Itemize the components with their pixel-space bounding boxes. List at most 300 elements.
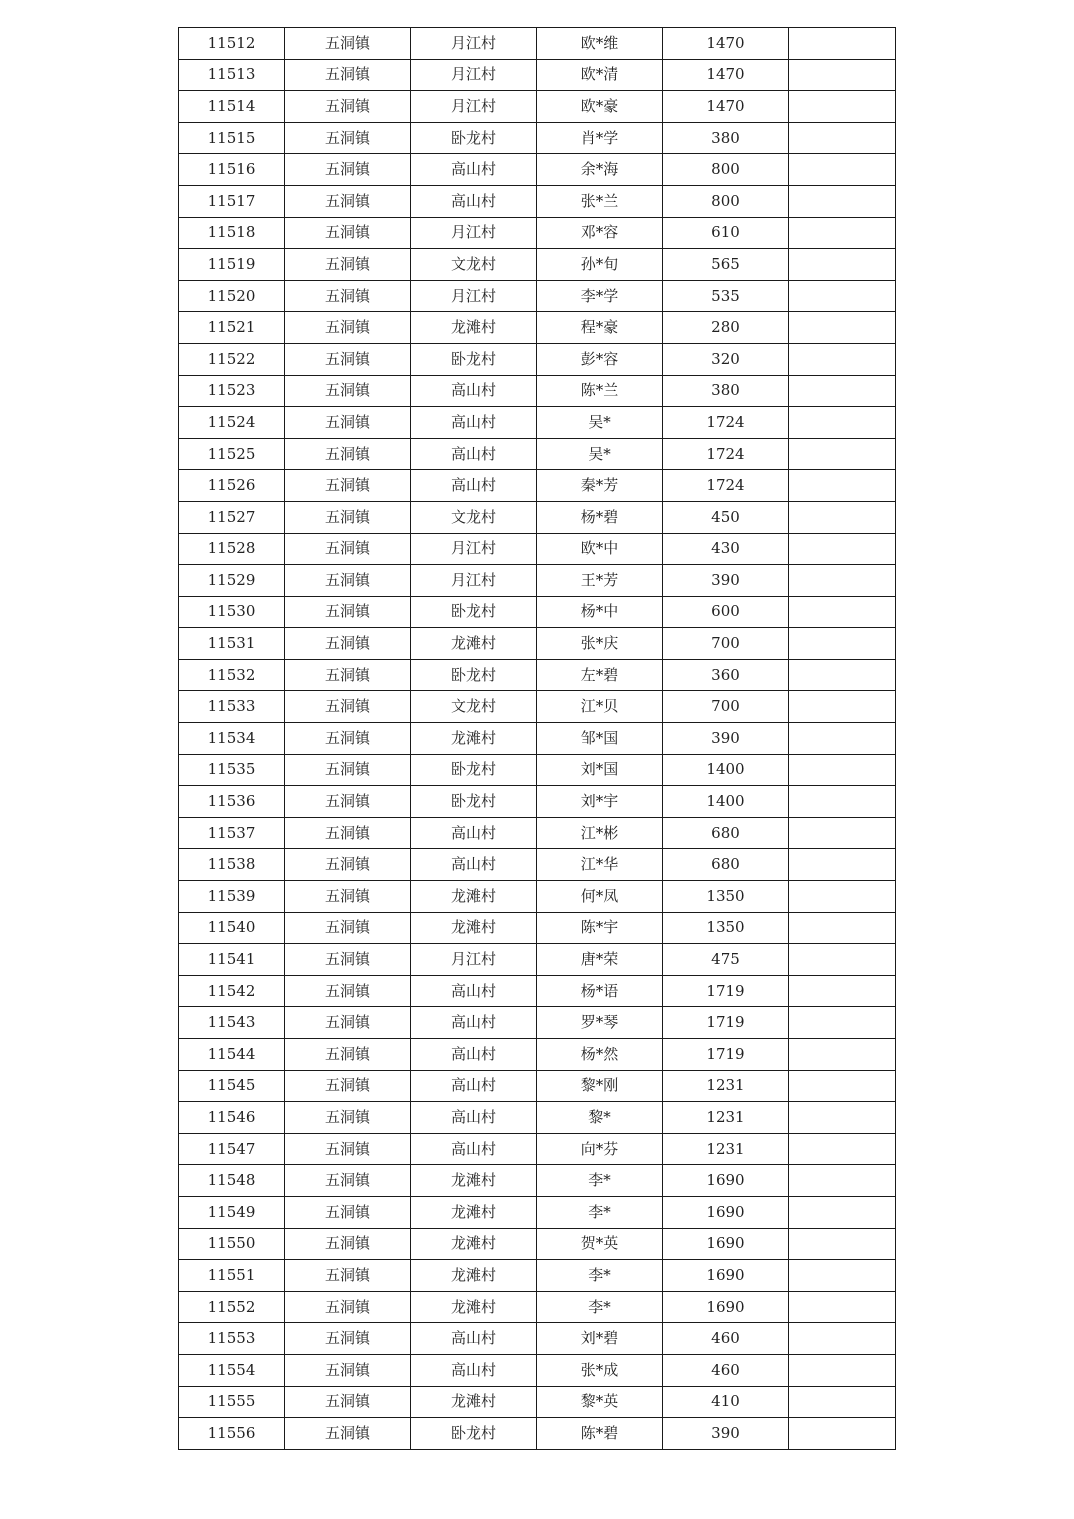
cell-amount: 1690	[663, 1291, 789, 1323]
cell-name: 张*成	[537, 1354, 663, 1386]
cell-amount: 1470	[663, 28, 789, 60]
cell-note	[789, 975, 896, 1007]
table-body	[179, 28, 896, 1450]
cell-name: 李*	[537, 1260, 663, 1292]
cell-town: 五洞镇	[285, 249, 411, 281]
cell-amount: 565	[663, 249, 789, 281]
table-row	[179, 59, 896, 91]
cell-id: 11534	[179, 723, 285, 755]
cell-note	[789, 1418, 896, 1450]
cell-amount: 450	[663, 501, 789, 533]
table-row	[179, 1102, 896, 1134]
cell-name: 吴*	[537, 438, 663, 470]
cell-village: 卧龙村	[411, 122, 537, 154]
cell-name: 刘*碧	[537, 1323, 663, 1355]
cell-note	[789, 470, 896, 502]
cell-village: 龙滩村	[411, 1291, 537, 1323]
cell-village: 龙滩村	[411, 1165, 537, 1197]
cell-village: 月江村	[411, 217, 537, 249]
table-row	[179, 501, 896, 533]
cell-town: 五洞镇	[285, 944, 411, 976]
cell-name: 王*芳	[537, 565, 663, 597]
cell-id: 11537	[179, 817, 285, 849]
cell-id: 11513	[179, 59, 285, 91]
cell-town: 五洞镇	[285, 280, 411, 312]
cell-name: 唐*荣	[537, 944, 663, 976]
cell-amount: 600	[663, 596, 789, 628]
table-row	[179, 849, 896, 881]
cell-town: 五洞镇	[285, 1102, 411, 1134]
cell-village: 高山村	[411, 375, 537, 407]
cell-village: 文龙村	[411, 501, 537, 533]
cell-id: 11530	[179, 596, 285, 628]
cell-amount: 1231	[663, 1133, 789, 1165]
cell-town: 五洞镇	[285, 1386, 411, 1418]
cell-town: 五洞镇	[285, 659, 411, 691]
cell-note	[789, 912, 896, 944]
cell-name: 江*贝	[537, 691, 663, 723]
cell-village: 龙滩村	[411, 312, 537, 344]
cell-town: 五洞镇	[285, 1070, 411, 1102]
cell-id: 11548	[179, 1165, 285, 1197]
cell-name: 罗*琴	[537, 1007, 663, 1039]
cell-town: 五洞镇	[285, 1165, 411, 1197]
table-row	[179, 154, 896, 186]
cell-town: 五洞镇	[285, 565, 411, 597]
table-row	[179, 1196, 896, 1228]
cell-town: 五洞镇	[285, 1039, 411, 1071]
table-row	[179, 565, 896, 597]
cell-name: 秦*芳	[537, 470, 663, 502]
cell-note	[789, 343, 896, 375]
cell-town: 五洞镇	[285, 596, 411, 628]
table-row	[179, 185, 896, 217]
cell-id: 11547	[179, 1133, 285, 1165]
cell-village: 高山村	[411, 1070, 537, 1102]
cell-name: 欧*清	[537, 59, 663, 91]
cell-town: 五洞镇	[285, 817, 411, 849]
cell-town: 五洞镇	[285, 691, 411, 723]
cell-village: 龙滩村	[411, 723, 537, 755]
cell-town: 五洞镇	[285, 533, 411, 565]
cell-id: 11524	[179, 407, 285, 439]
table-row	[179, 1323, 896, 1355]
cell-name: 刘*宇	[537, 786, 663, 818]
cell-note	[789, 1260, 896, 1292]
cell-note	[789, 1291, 896, 1323]
cell-note	[789, 565, 896, 597]
cell-name: 贺*英	[537, 1228, 663, 1260]
table-row	[179, 817, 896, 849]
cell-town: 五洞镇	[285, 154, 411, 186]
cell-town: 五洞镇	[285, 1196, 411, 1228]
cell-village: 卧龙村	[411, 596, 537, 628]
cell-town: 五洞镇	[285, 185, 411, 217]
cell-note	[789, 596, 896, 628]
cell-town: 五洞镇	[285, 849, 411, 881]
cell-note	[789, 249, 896, 281]
cell-amount: 280	[663, 312, 789, 344]
cell-note	[789, 1102, 896, 1134]
cell-town: 五洞镇	[285, 343, 411, 375]
cell-note	[789, 1228, 896, 1260]
cell-town: 五洞镇	[285, 754, 411, 786]
cell-village: 月江村	[411, 533, 537, 565]
table-row	[179, 470, 896, 502]
cell-name: 孙*旬	[537, 249, 663, 281]
table-row	[179, 723, 896, 755]
cell-amount: 1690	[663, 1196, 789, 1228]
cell-id: 11525	[179, 438, 285, 470]
cell-town: 五洞镇	[285, 59, 411, 91]
cell-town: 五洞镇	[285, 1291, 411, 1323]
cell-id: 11544	[179, 1039, 285, 1071]
cell-amount: 800	[663, 185, 789, 217]
cell-amount: 1400	[663, 786, 789, 818]
cell-note	[789, 154, 896, 186]
cell-amount: 1690	[663, 1260, 789, 1292]
cell-id: 11512	[179, 28, 285, 60]
cell-village: 月江村	[411, 91, 537, 123]
cell-note	[789, 217, 896, 249]
cell-name: 欧*豪	[537, 91, 663, 123]
cell-village: 文龙村	[411, 691, 537, 723]
cell-town: 五洞镇	[285, 1354, 411, 1386]
table-row	[179, 312, 896, 344]
cell-village: 月江村	[411, 28, 537, 60]
table-row	[179, 1007, 896, 1039]
table-row	[179, 533, 896, 565]
cell-amount: 1719	[663, 975, 789, 1007]
cell-village: 龙滩村	[411, 912, 537, 944]
cell-village: 高山村	[411, 849, 537, 881]
table-row	[179, 217, 896, 249]
table-row	[179, 628, 896, 660]
cell-name: 邹*国	[537, 723, 663, 755]
cell-name: 左*碧	[537, 659, 663, 691]
cell-village: 卧龙村	[411, 343, 537, 375]
cell-village: 高山村	[411, 154, 537, 186]
cell-note	[789, 691, 896, 723]
cell-village: 月江村	[411, 59, 537, 91]
cell-id: 11546	[179, 1102, 285, 1134]
cell-town: 五洞镇	[285, 975, 411, 1007]
table-row	[179, 1070, 896, 1102]
table-row	[179, 1291, 896, 1323]
cell-name: 黎*英	[537, 1386, 663, 1418]
cell-id: 11553	[179, 1323, 285, 1355]
cell-town: 五洞镇	[285, 628, 411, 660]
cell-village: 高山村	[411, 470, 537, 502]
table-row	[179, 280, 896, 312]
cell-town: 五洞镇	[285, 470, 411, 502]
cell-village: 卧龙村	[411, 659, 537, 691]
cell-amount: 1690	[663, 1228, 789, 1260]
cell-id: 11529	[179, 565, 285, 597]
cell-amount: 390	[663, 723, 789, 755]
cell-village: 龙滩村	[411, 628, 537, 660]
cell-id: 11550	[179, 1228, 285, 1260]
cell-name: 余*海	[537, 154, 663, 186]
cell-id: 11521	[179, 312, 285, 344]
cell-id: 11538	[179, 849, 285, 881]
cell-id: 11555	[179, 1386, 285, 1418]
cell-amount: 410	[663, 1386, 789, 1418]
cell-amount: 1470	[663, 59, 789, 91]
cell-note	[789, 786, 896, 818]
cell-note	[789, 1133, 896, 1165]
cell-id: 11519	[179, 249, 285, 281]
cell-town: 五洞镇	[285, 438, 411, 470]
cell-id: 11535	[179, 754, 285, 786]
cell-amount: 1724	[663, 438, 789, 470]
cell-note	[789, 59, 896, 91]
cell-town: 五洞镇	[285, 91, 411, 123]
cell-note	[789, 91, 896, 123]
cell-amount: 360	[663, 659, 789, 691]
table-row	[179, 1165, 896, 1197]
cell-amount: 1400	[663, 754, 789, 786]
cell-amount: 320	[663, 343, 789, 375]
cell-town: 五洞镇	[285, 1228, 411, 1260]
table-row	[179, 249, 896, 281]
cell-amount: 1724	[663, 407, 789, 439]
table-row	[179, 1039, 896, 1071]
cell-id: 11551	[179, 1260, 285, 1292]
cell-amount: 1724	[663, 470, 789, 502]
data-table	[178, 27, 896, 1450]
cell-name: 欧*中	[537, 533, 663, 565]
cell-note	[789, 849, 896, 881]
table-row	[179, 122, 896, 154]
cell-name: 李*	[537, 1165, 663, 1197]
table-row	[179, 407, 896, 439]
cell-village: 卧龙村	[411, 786, 537, 818]
cell-id: 11556	[179, 1418, 285, 1450]
cell-amount: 610	[663, 217, 789, 249]
cell-id: 11518	[179, 217, 285, 249]
cell-note	[789, 28, 896, 60]
table-row	[179, 786, 896, 818]
cell-name: 杨*中	[537, 596, 663, 628]
cell-note	[789, 1070, 896, 1102]
cell-name: 李*学	[537, 280, 663, 312]
cell-town: 五洞镇	[285, 881, 411, 913]
cell-note	[789, 1386, 896, 1418]
cell-id: 11542	[179, 975, 285, 1007]
cell-amount: 460	[663, 1323, 789, 1355]
cell-name: 杨*然	[537, 1039, 663, 1071]
cell-note	[789, 628, 896, 660]
cell-village: 月江村	[411, 944, 537, 976]
cell-name: 向*芬	[537, 1133, 663, 1165]
table-row	[179, 1133, 896, 1165]
cell-village: 高山村	[411, 185, 537, 217]
cell-amount: 1719	[663, 1007, 789, 1039]
cell-village: 龙滩村	[411, 1260, 537, 1292]
cell-name: 吴*	[537, 407, 663, 439]
cell-village: 高山村	[411, 1007, 537, 1039]
cell-note	[789, 1196, 896, 1228]
cell-id: 11532	[179, 659, 285, 691]
cell-village: 卧龙村	[411, 754, 537, 786]
cell-note	[789, 881, 896, 913]
table-row	[179, 691, 896, 723]
cell-note	[789, 1323, 896, 1355]
cell-note	[789, 817, 896, 849]
cell-note	[789, 375, 896, 407]
cell-village: 高山村	[411, 1039, 537, 1071]
table-row	[179, 912, 896, 944]
cell-village: 高山村	[411, 1102, 537, 1134]
cell-town: 五洞镇	[285, 912, 411, 944]
cell-town: 五洞镇	[285, 217, 411, 249]
cell-village: 龙滩村	[411, 1386, 537, 1418]
cell-id: 11520	[179, 280, 285, 312]
cell-village: 高山村	[411, 817, 537, 849]
cell-id: 11531	[179, 628, 285, 660]
cell-amount: 1350	[663, 912, 789, 944]
cell-name: 江*彬	[537, 817, 663, 849]
cell-name: 张*兰	[537, 185, 663, 217]
table-row	[179, 1418, 896, 1450]
cell-name: 李*	[537, 1291, 663, 1323]
cell-amount: 380	[663, 122, 789, 154]
table-row	[179, 1386, 896, 1418]
cell-town: 五洞镇	[285, 1007, 411, 1039]
cell-name: 肖*学	[537, 122, 663, 154]
cell-name: 黎*刚	[537, 1070, 663, 1102]
cell-name: 彭*容	[537, 343, 663, 375]
cell-amount: 460	[663, 1354, 789, 1386]
cell-id: 11552	[179, 1291, 285, 1323]
cell-note	[789, 1039, 896, 1071]
cell-note	[789, 944, 896, 976]
cell-id: 11517	[179, 185, 285, 217]
cell-town: 五洞镇	[285, 1323, 411, 1355]
cell-town: 五洞镇	[285, 375, 411, 407]
table-row	[179, 659, 896, 691]
cell-town: 五洞镇	[285, 28, 411, 60]
table-row	[179, 438, 896, 470]
cell-note	[789, 659, 896, 691]
cell-amount: 1470	[663, 91, 789, 123]
cell-village: 高山村	[411, 1133, 537, 1165]
cell-town: 五洞镇	[285, 723, 411, 755]
table-row	[179, 944, 896, 976]
cell-id: 11522	[179, 343, 285, 375]
table-row	[179, 975, 896, 1007]
cell-amount: 380	[663, 375, 789, 407]
cell-town: 五洞镇	[285, 312, 411, 344]
cell-village: 高山村	[411, 1323, 537, 1355]
cell-amount: 680	[663, 849, 789, 881]
table-row	[179, 375, 896, 407]
cell-name: 陈*兰	[537, 375, 663, 407]
cell-id: 11541	[179, 944, 285, 976]
cell-id: 11527	[179, 501, 285, 533]
cell-village: 月江村	[411, 280, 537, 312]
cell-village: 高山村	[411, 1354, 537, 1386]
cell-id: 11549	[179, 1196, 285, 1228]
table-row	[179, 1260, 896, 1292]
cell-village: 龙滩村	[411, 1228, 537, 1260]
table-row	[179, 91, 896, 123]
cell-note	[789, 533, 896, 565]
cell-village: 文龙村	[411, 249, 537, 281]
cell-amount: 390	[663, 1418, 789, 1450]
cell-id: 11536	[179, 786, 285, 818]
cell-village: 高山村	[411, 438, 537, 470]
cell-amount: 390	[663, 565, 789, 597]
cell-name: 江*华	[537, 849, 663, 881]
cell-village: 龙滩村	[411, 881, 537, 913]
table-row	[179, 1228, 896, 1260]
cell-amount: 1231	[663, 1102, 789, 1134]
table-row	[179, 1354, 896, 1386]
cell-amount: 1719	[663, 1039, 789, 1071]
cell-note	[789, 1007, 896, 1039]
cell-note	[789, 312, 896, 344]
cell-id: 11526	[179, 470, 285, 502]
cell-name: 陈*碧	[537, 1418, 663, 1450]
cell-town: 五洞镇	[285, 1133, 411, 1165]
cell-note	[789, 438, 896, 470]
cell-village: 卧龙村	[411, 1418, 537, 1450]
cell-town: 五洞镇	[285, 501, 411, 533]
cell-id: 11514	[179, 91, 285, 123]
table-row	[179, 343, 896, 375]
table-row	[179, 28, 896, 60]
table-row	[179, 596, 896, 628]
cell-town: 五洞镇	[285, 407, 411, 439]
cell-name: 杨*语	[537, 975, 663, 1007]
cell-amount: 1690	[663, 1165, 789, 1197]
cell-id: 11554	[179, 1354, 285, 1386]
cell-note	[789, 723, 896, 755]
table-row	[179, 754, 896, 786]
cell-note	[789, 280, 896, 312]
cell-id: 11539	[179, 881, 285, 913]
cell-town: 五洞镇	[285, 122, 411, 154]
cell-id: 11545	[179, 1070, 285, 1102]
cell-town: 五洞镇	[285, 786, 411, 818]
cell-amount: 1231	[663, 1070, 789, 1102]
cell-note	[789, 501, 896, 533]
cell-amount: 1350	[663, 881, 789, 913]
cell-name: 邓*容	[537, 217, 663, 249]
cell-amount: 700	[663, 691, 789, 723]
cell-village: 月江村	[411, 565, 537, 597]
cell-note	[789, 1354, 896, 1386]
cell-note	[789, 754, 896, 786]
cell-amount: 700	[663, 628, 789, 660]
cell-amount: 475	[663, 944, 789, 976]
cell-amount: 680	[663, 817, 789, 849]
cell-village: 龙滩村	[411, 1196, 537, 1228]
cell-amount: 535	[663, 280, 789, 312]
cell-name: 程*豪	[537, 312, 663, 344]
cell-id: 11543	[179, 1007, 285, 1039]
cell-amount: 800	[663, 154, 789, 186]
cell-name: 张*庆	[537, 628, 663, 660]
cell-name: 杨*碧	[537, 501, 663, 533]
cell-town: 五洞镇	[285, 1260, 411, 1292]
cell-id: 11528	[179, 533, 285, 565]
cell-note	[789, 122, 896, 154]
cell-note	[789, 185, 896, 217]
cell-name: 陈*宇	[537, 912, 663, 944]
